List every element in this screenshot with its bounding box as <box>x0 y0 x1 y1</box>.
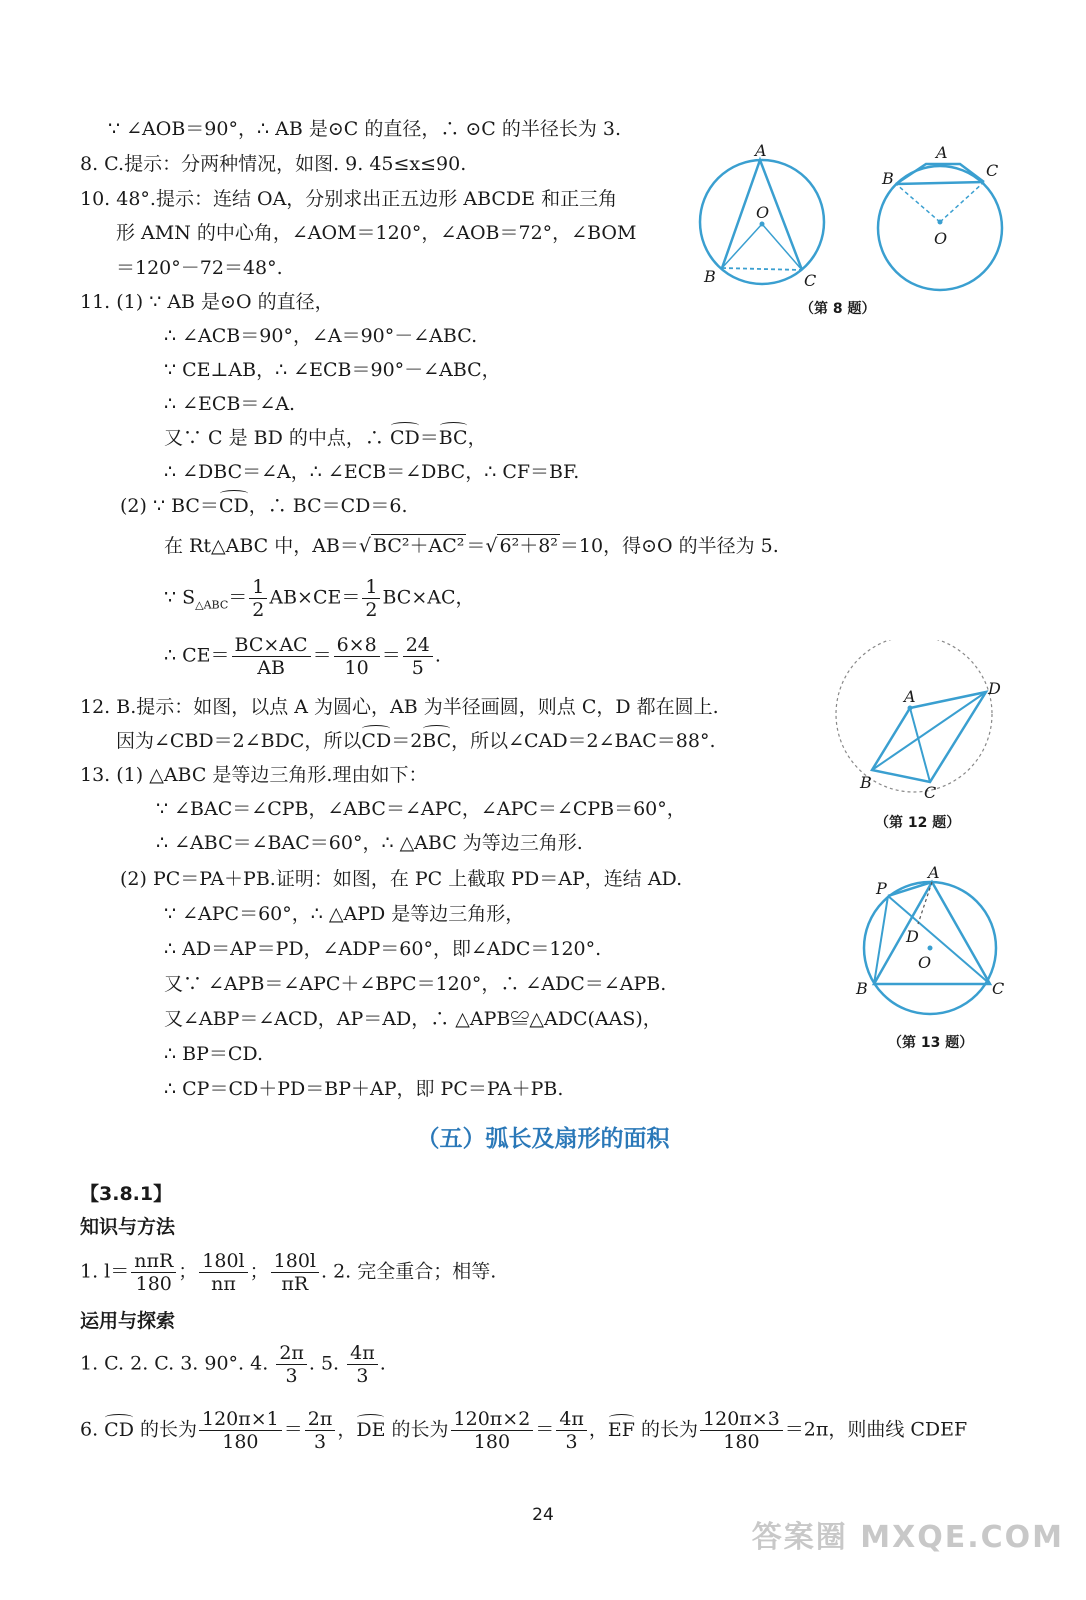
fig12-label: B <box>860 773 872 792</box>
fraction: $\frac{2\pi}{3}$ <box>276 1342 307 1387</box>
fig8-label: A <box>755 141 767 160</box>
arc-de: DE <box>356 1418 386 1441</box>
line-11: ∴ ∠DBC＝∠A，∴ ∠ECB＝∠DBC，∴ CF＝BF. <box>164 461 580 483</box>
line-22: ∵ ∠APC＝60°，∴ △APD 是等边三角形， <box>164 903 525 925</box>
fraction: $\frac{180l}{\pi R}$ <box>271 1250 319 1295</box>
subsection-code: 【3.8.1】 <box>80 1183 173 1205</box>
line-30: 1. l＝ $\frac{\text{nπR}}{180}$ ； $\frac{180l}{n\pi}$ ； $\frac{180l}{\pi R}$ . 2. 完全重合；相等. <box>80 1250 497 1295</box>
arc-cd: CD <box>389 427 420 449</box>
arc-bc: BC <box>438 427 468 449</box>
line-19: ∵ ∠BAC＝∠CPB，∠ABC＝∠APC，∠APC＝∠CPB＝60°， <box>156 798 686 820</box>
fig8-radius-ob <box>722 224 762 268</box>
fig8-radius-oc <box>762 224 802 270</box>
fig8-label: A <box>936 143 948 162</box>
line-27: ∴ CP＝CD＋PD＝BP＋AP，即 PC＝PA＋PB. <box>164 1078 564 1100</box>
line-6: 11. (1) ∵ AB 是⊙O 的直径， <box>80 291 334 313</box>
line-8: ∵ CE⊥AB，∴ ∠ECB＝90°－∠ABC， <box>164 359 501 381</box>
fig13-caption: （第 13 题） <box>888 1035 974 1051</box>
fig8-center-dot <box>760 222 765 227</box>
fig13-label: D <box>906 927 919 946</box>
line-18: 13. (1) △ABC 是等边三角形.理由如下： <box>80 764 428 786</box>
line-2: 8. C.提示：分两种情况，如图. 9. 45≤x≤90. <box>80 153 467 175</box>
fig8-chord-bc <box>722 268 802 270</box>
watermark: 答案圈 MXQE.COM <box>751 1520 1064 1555</box>
fig12-label: C <box>924 783 937 800</box>
line-17: 因为∠CBD＝2∠BDC，所以CD＝2BC，所以∠CAD＝2∠BAC＝88°. <box>116 730 716 752</box>
figure-8 <box>690 140 1020 300</box>
line-13: 在 Rt△ABC 中，AB＝√ BC²＋AC² ＝√ 6²＋8² ＝10，得⊙O 的半径为 5. <box>164 535 779 557</box>
fig12-label: D <box>988 679 1001 698</box>
fraction: $\frac{2\pi}{3}$ <box>305 1408 336 1453</box>
fraction: $\frac{BC\times AC}{AB}$ <box>232 634 311 679</box>
line-15: ∴ CE＝ $\frac{BC\times AC}{AB}$ ＝ $\frac{6\times 8}{10}$ ＝ $\frac{24}{5}$ . <box>164 634 441 679</box>
fig8-radius <box>896 184 940 222</box>
fig13-line-pc <box>888 896 990 984</box>
arc-cd: CD <box>104 1418 134 1441</box>
fraction: $\frac{4\pi}{3}$ <box>347 1342 378 1387</box>
arc-ef: EF <box>607 1418 635 1441</box>
heading-practice: 运用与探索 <box>80 1310 176 1332</box>
fig12-caption: （第 12 题） <box>875 815 961 831</box>
fraction: $\frac{1}{2}$ <box>249 576 267 621</box>
line-23: ∴ AD＝AP＝PD，∠ADP＝60°，即∠ADC＝120°. <box>164 938 602 960</box>
line-21: (2) PC＝PA＋PB.证明：如图，在 PC 上截取 PD＝AP，连结 AD. <box>120 868 683 890</box>
fig13-label: O <box>918 953 932 972</box>
fig13-label: P <box>876 879 887 898</box>
fig13-center-dot <box>928 946 933 951</box>
line-3: 10. 48°.提示：连结 OA，分别求出正五边形 ABCDE 和正三角 <box>80 188 618 210</box>
figure-12 <box>830 640 1030 800</box>
line-4: 形 AMN 的中心角，∠AOM＝120°，∠AOB＝72°，∠BOM <box>116 222 637 244</box>
fig12-dashed-circle <box>836 640 992 792</box>
fig8-chord-bc-right <box>896 182 984 184</box>
fig13-label: B <box>856 979 868 998</box>
fraction: $\frac{6\times 8}{10}$ <box>334 634 380 679</box>
fraction: $\frac{\text{nπR}}{180}$ <box>131 1250 176 1295</box>
line-26: ∴ BP＝CD. <box>164 1043 264 1065</box>
page-number: 24 <box>532 1505 554 1525</box>
fraction: $\frac{180l}{n\pi}$ <box>199 1250 247 1295</box>
fig12-center-dot <box>908 706 913 711</box>
fig12-line-ac <box>910 708 930 782</box>
line-20: ∴ ∠ABC＝∠BAC＝60°，∴ △ABC 为等边三角形. <box>156 832 583 854</box>
line-16: 12. B.提示：如图，以点 A 为圆心，AB 为半径画圆，则点 C，D 都在圆上. <box>80 696 719 718</box>
heading-knowledge: 知识与方法 <box>80 1216 176 1238</box>
line-9: ∴ ∠ECB＝∠A. <box>164 393 296 415</box>
line-32: 1. C. 2. C. 3. 90°. 4. $\frac{2\pi}{3}$ . 5. $\frac{4\pi}{3}$ . <box>80 1342 386 1387</box>
fig8-radius <box>940 182 984 222</box>
fig8-label: C <box>986 161 999 180</box>
fraction: $\frac{120\pi\times 2}{180}$ <box>451 1408 534 1453</box>
line-5: ＝120°－72＝48°. <box>116 257 283 279</box>
line-33: 6. CD 的长为 $\frac{120\pi\times 1}{180}$ ＝ $\frac{2\pi}{3}$ ，DE 的长为 $\frac{120\pi\times 2}{180}$ ＝ $\frac{4\pi}{3}$ ，EF 的长为 $\frac{120\pi\times 3}{180}$ ＝2π，则曲线 CDEF <box>80 1408 968 1453</box>
fig8-label: B <box>882 169 894 188</box>
fraction: $\frac{1}{2}$ <box>362 576 380 621</box>
line-24: 又∵ ∠APB＝∠APC＋∠BPC＝120°，∴ ∠ADC＝∠APB. <box>164 973 667 995</box>
fig8-label: O <box>756 203 770 222</box>
section-title: （五）弧长及扇形的面积 <box>416 1126 670 1152</box>
fig8-label: O <box>934 229 948 248</box>
line-25: 又∠ABP＝∠ACD，AP＝AD，∴ △APB≌△ADC(AAS)， <box>164 1008 662 1030</box>
fig13-label: A <box>928 864 940 882</box>
line-7: ∴ ∠ACB＝90°，∠A＝90°－∠ABC. <box>164 325 478 347</box>
fig13-label: C <box>992 979 1005 998</box>
fraction: $\frac{120\pi\times 1}{180}$ <box>199 1408 282 1453</box>
line-10: 又∵ C 是 BD 的中点，∴ CD＝BC， <box>164 427 487 449</box>
line-14: ∵ $S_{\triangle ABC}=$ $\frac{1}{2}$ AB×CE＝ $\frac{1}{2}$ BC×AC， <box>164 576 475 621</box>
line-12: (2) ∵ BC＝CD，∴ BC＝CD＝6. <box>120 495 408 517</box>
fig8-label: B <box>704 267 716 286</box>
fraction: $\frac{120\pi\times 3}{180}$ <box>700 1408 783 1453</box>
fig8-label: C <box>804 271 817 290</box>
fig8-center-dot-right <box>938 220 943 225</box>
figure-13 <box>850 864 1030 1034</box>
fig12-label: A <box>904 687 916 706</box>
fig8-caption: （第 8 题） <box>800 301 876 317</box>
fraction: $\frac{24}{5}$ <box>403 634 433 679</box>
fig12-quad <box>872 692 986 782</box>
fraction: $\frac{4\pi}{3}$ <box>556 1408 587 1453</box>
line-1: ∵ ∠AOB＝90°，∴ AB 是⊙C 的直径，∴ ⊙C 的半径长为 3. <box>108 118 622 140</box>
arc-bc: BC <box>422 730 452 752</box>
arc-cd: CD <box>361 730 392 752</box>
arc-cd: CD <box>218 495 249 517</box>
